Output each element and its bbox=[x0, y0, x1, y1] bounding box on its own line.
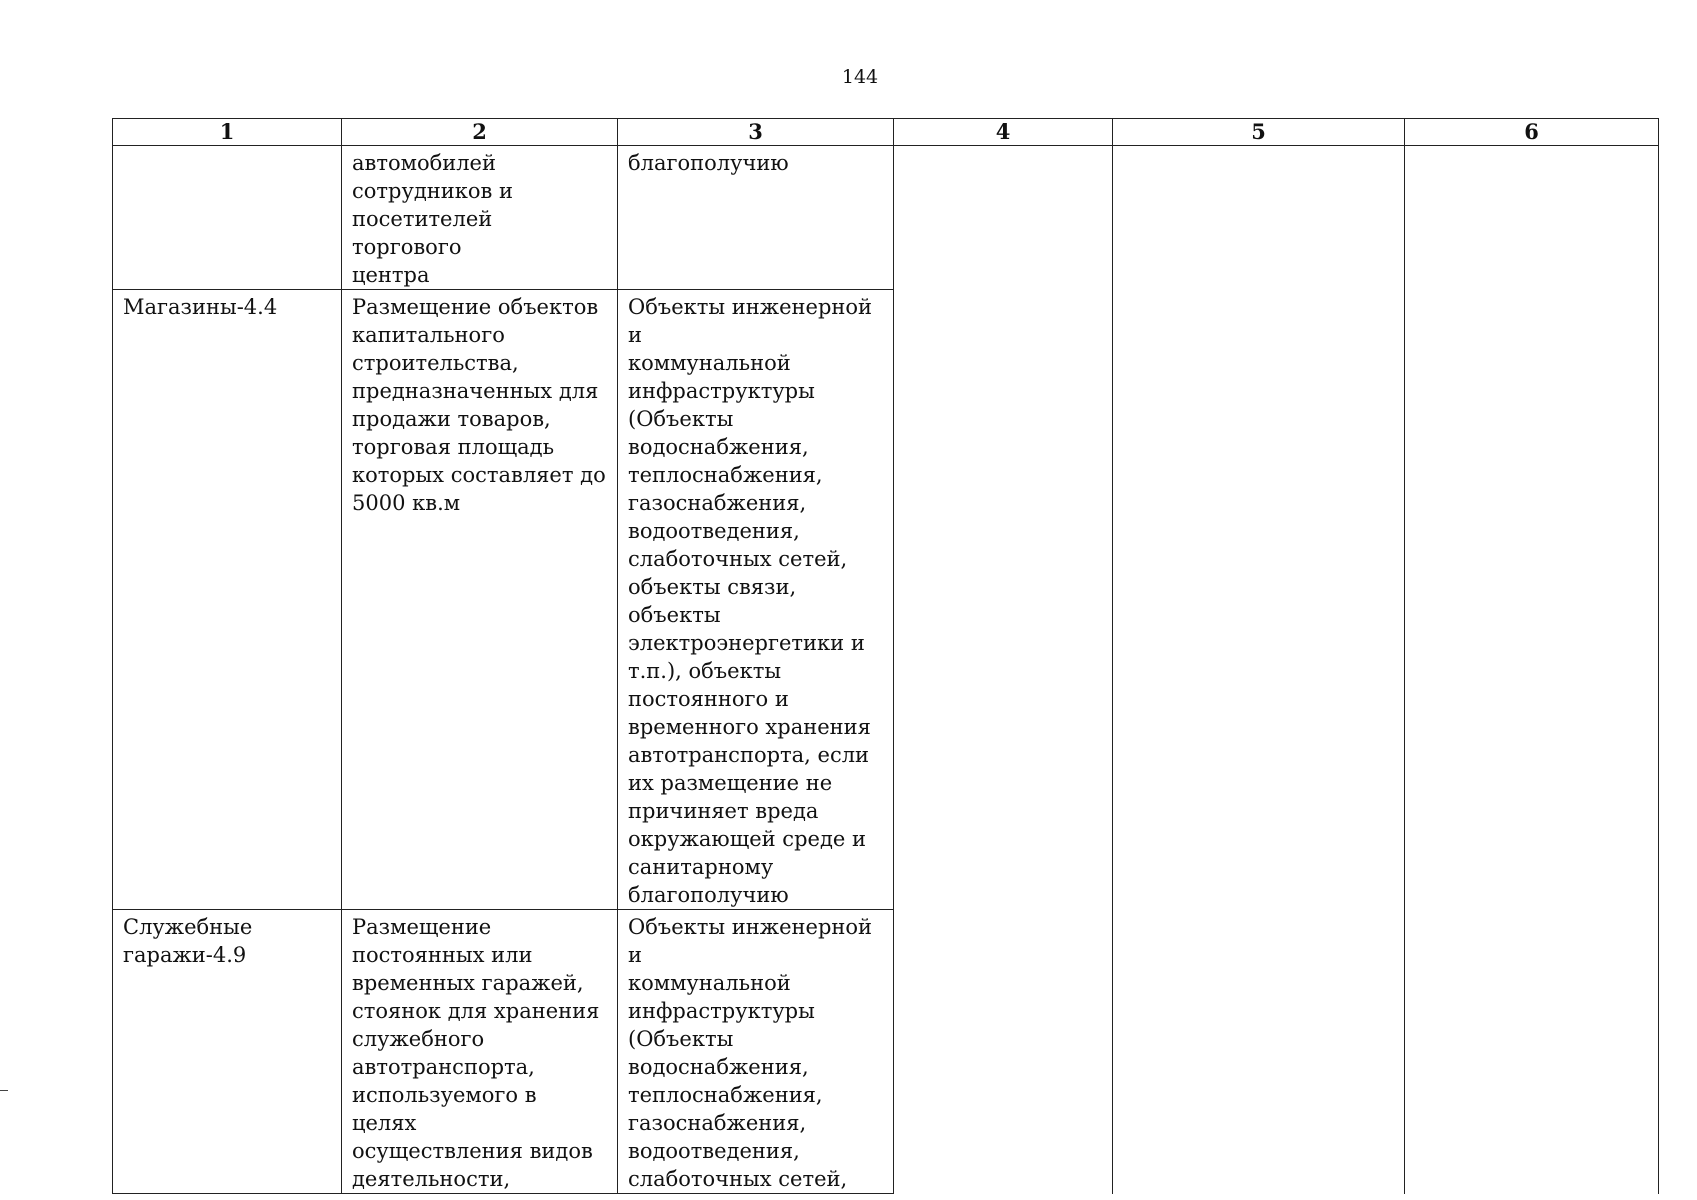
auxiliary-use-text: Объекты инженерной и коммунальной инфраструктуры (Объекты водоснабжения, теплоснабжения, газоснабжения, водоотведения, слаботочных сетей, объекты связи, объекты электроэнергетики и т.п.), объекты постоянного и временного хранения автотранспорта, если их размещение не причиняет вреда окружающей среде и санитарному благополучию bbox=[628, 295, 873, 907]
page-number: 144 bbox=[841, 66, 879, 88]
column-header-2: 2 bbox=[342, 119, 618, 146]
scan-margin-mark bbox=[0, 1090, 8, 1091]
auxiliary-use-cell bbox=[618, 290, 894, 910]
auxiliary-use-text: благополучию bbox=[628, 151, 789, 175]
column-4-cell bbox=[894, 146, 1113, 1194]
land-use-type-cell bbox=[113, 146, 342, 290]
column-6-cell bbox=[1405, 146, 1659, 1194]
land-use-type-cell bbox=[113, 910, 342, 1194]
description-cell bbox=[342, 910, 618, 1194]
land-use-type-text: Служебные гаражи-4.9 bbox=[123, 915, 253, 967]
auxiliary-use-cell bbox=[618, 146, 894, 290]
header-row bbox=[113, 119, 1659, 146]
description-cell bbox=[342, 146, 618, 290]
column-header-3: 3 bbox=[618, 119, 894, 146]
description-text: Размещение постоянных или временных гаражей, стоянок для хранения служебного автотранспорта, используемого в целях осуществления видов деятельности, bbox=[352, 915, 600, 1191]
auxiliary-use-cell bbox=[618, 910, 894, 1194]
column-5-cell bbox=[1113, 146, 1405, 1194]
zoning-table bbox=[112, 118, 1659, 1194]
auxiliary-use-text: Объекты инженерной и коммунальной инфраструктуры (Объекты водоснабжения, теплоснабжения, газоснабжения, водоотведения, слаботочных сетей, bbox=[628, 915, 873, 1191]
land-use-type-cell bbox=[113, 290, 342, 910]
table-row bbox=[113, 146, 1659, 290]
description-text: автомобилей сотрудников и посетителей торгового центра bbox=[352, 151, 514, 287]
column-header-1: 1 bbox=[113, 119, 342, 146]
column-header-4: 4 bbox=[894, 119, 1113, 146]
description-cell bbox=[342, 290, 618, 910]
column-header-5: 5 bbox=[1113, 119, 1405, 146]
land-use-type-text: Магазины-4.4 bbox=[123, 295, 278, 319]
description-text: Размещение объектов капитального строительства, предназначенных для продажи товаров, торговая площадь которых составляет до 5000 кв.м bbox=[352, 295, 606, 515]
column-header-6: 6 bbox=[1405, 119, 1659, 146]
